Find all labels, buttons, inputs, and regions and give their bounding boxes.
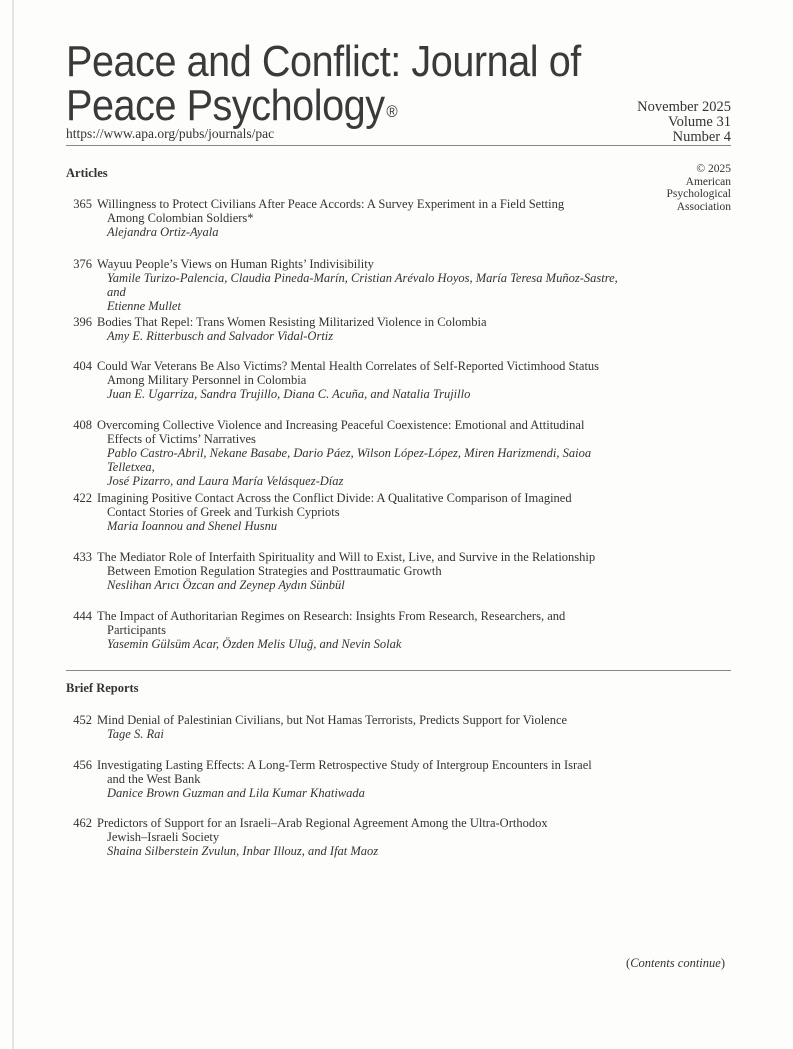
entry-title-line: Predictors of Support for an Israeli–Arab Regional Agreement Among the Ultra-Orthodox [97, 816, 548, 830]
entry-page-number: 433 [73, 550, 92, 564]
entry-page-number: 376 [73, 257, 92, 271]
entry-title-line: Wayuu People’s Views on Human Rights’ Indivisibility [97, 257, 374, 271]
entry-title [97, 609, 636, 637]
entry-body [97, 758, 636, 800]
entry-page-number: 408 [73, 418, 92, 432]
entry-title-line: Participants [107, 623, 167, 637]
entry-authors: José Pizarro, and Laura María Velásquez-Díaz [107, 474, 344, 488]
entry-title-line: Between Emotion Regulation Strategies and Posttraumatic Growth [107, 564, 442, 578]
entry-authors: Yasemin Gülsüm Acar, Özden Melis Uluğ, and Nevin Solak [107, 637, 402, 651]
entry-authors: Danice Brown Guzman and Lila Kumar Khatiwada [107, 786, 365, 800]
entry-authors: Maria Ioannou and Shenel Husnu [107, 519, 278, 533]
entry-page-number: 365 [73, 197, 92, 211]
toc-entry[interactable] [66, 491, 636, 533]
issue-date: November 2025 [637, 99, 731, 115]
toc-entry[interactable] [66, 713, 636, 741]
entry-body [97, 359, 636, 401]
entry-body [97, 491, 636, 533]
entry-title [97, 418, 636, 446]
toc-entry[interactable] [66, 816, 636, 858]
articles-heading: Articles [66, 166, 108, 180]
continue-close-paren: ) [720, 956, 725, 970]
entry-title-line: Mind Denial of Palestinian Civilians, but Not Hamas Terrorists, Predicts Support for Violence [97, 713, 568, 727]
entry-page-number: 404 [73, 359, 92, 373]
journal-title [66, 37, 581, 130]
journal-title-line-1: Peace and Conflict: Journal of [66, 37, 581, 86]
entry-body [97, 418, 636, 488]
copyright-notice [621, 163, 731, 213]
entry-title-line: Contact Stories of Greek and Turkish Cypriots [107, 505, 340, 519]
entry-page-number: 456 [73, 758, 92, 772]
entry-title-line: Willingness to Protect Civilians After Peace Accords: A Survey Experiment in a Field Setting [97, 197, 565, 211]
entry-title [97, 491, 636, 519]
entry-title-line: Among Colombian Soldiers* [107, 211, 254, 225]
brief-reports-heading: Brief Reports [66, 681, 139, 695]
toc-entry[interactable] [66, 550, 636, 592]
entry-title [97, 315, 636, 329]
registered-mark: ® [386, 102, 398, 121]
entry-title [97, 758, 636, 786]
copyright-year: © 2025 [696, 163, 731, 175]
entry-title [97, 359, 636, 387]
entry-authors: Amy E. Ritterbusch and Salvador Vidal-Ortiz [107, 329, 334, 343]
toc-entry[interactable] [66, 609, 636, 651]
entry-authors: Etienne Mullet [107, 299, 181, 313]
journal-url[interactable]: https://www.apa.org/pubs/journals/pac [66, 126, 275, 141]
entry-body [97, 197, 636, 239]
entry-title-line: Investigating Lasting Effects: A Long-Term Retrospective Study of Intergroup Encounters in Israel [97, 758, 592, 772]
toc-entry[interactable] [66, 418, 636, 488]
entry-body [97, 315, 636, 343]
entry-page-number: 396 [73, 315, 92, 329]
entry-title-line: The Mediator Role of Interfaith Spirituality and Will to Exist, Live, and Survive in the Relationship [97, 550, 596, 564]
toc-entry[interactable] [66, 315, 636, 343]
entry-title-line: Jewish–Israeli Society [107, 830, 220, 844]
entry-title-line: Could War Veterans Be Also Victims? Mental Health Correlates of Self-Reported Victimhood Status [97, 359, 600, 373]
entry-authors: Tage S. Rai [107, 727, 164, 741]
entry-page-number: 444 [73, 609, 92, 623]
continue-text: Contents continue [630, 956, 721, 970]
page-binding-edge [12, 0, 14, 1049]
entry-title-line: Imagining Positive Contact Across the Conflict Divide: A Qualitative Comparison of Imagined [97, 491, 572, 505]
header-rule [66, 145, 731, 146]
toc-entry[interactable] [66, 359, 636, 401]
entry-page-number: 462 [73, 816, 92, 830]
toc-entry[interactable] [66, 257, 636, 313]
section-divider [66, 670, 731, 671]
toc-entry[interactable] [66, 197, 636, 239]
entry-body [97, 609, 636, 651]
entry-authors: Shaina Silberstein Zvulun, Inbar Illouz, and Ifat Maoz [107, 844, 379, 858]
entry-title [97, 550, 636, 578]
entry-page-number: 452 [73, 713, 92, 727]
entry-body [97, 713, 636, 741]
copyright-line-3: Association [676, 200, 731, 213]
entry-title-line: Bodies That Repel: Trans Women Resisting Militarized Violence in Colombia [97, 315, 487, 329]
entry-authors: Alejandra Ortiz-Ayala [107, 225, 219, 239]
copyright-line-2: Psychological [666, 188, 731, 200]
journal-title-line-2 [66, 81, 581, 130]
issue-volume: Volume 31 [668, 114, 731, 130]
entry-authors: Yamile Turizo-Palencia, Claudia Pineda-Marín, Cristian Arévalo Hoyos, María Teresa Muñoz-Sastre, and [107, 271, 618, 299]
issue-number: Number 4 [672, 129, 731, 145]
contents-continue-note [626, 956, 725, 971]
entry-title [97, 713, 636, 727]
entry-title [97, 197, 636, 225]
entry-authors: Neslihan Arıcı Özcan and Zeynep Aydın Sünbül [107, 578, 345, 592]
entry-title-line: Effects of Victims’ Narratives [107, 432, 256, 446]
journal-title-line-2-text: Peace Psychology [66, 81, 385, 130]
entry-title-line: Among Military Personnel in Colombia [107, 373, 307, 387]
entry-title-line: and the West Bank [107, 772, 201, 786]
entry-title-line: The Impact of Authoritarian Regimes on Research: Insights From Research, Researchers, and [97, 609, 566, 623]
entry-title-line: Overcoming Collective Violence and Increasing Peaceful Coexistence: Emotional and Attitudinal [97, 418, 585, 432]
toc-entry[interactable] [66, 758, 636, 800]
entry-authors: Juan E. Ugarriza, Sandra Trujillo, Diana C. Acuña, and Natalia Trujillo [107, 387, 471, 401]
issue-info [637, 100, 731, 145]
entry-title [97, 816, 636, 844]
entry-body [97, 550, 636, 592]
entry-body [97, 816, 636, 858]
entry-authors: Pablo Castro-Abril, Nekane Basabe, Dario Páez, Wilson López-López, Miren Harizmendi, Saioa Telletxea, [107, 446, 592, 474]
copyright-line-1: American [685, 175, 731, 188]
continue-open-paren: ( [626, 956, 631, 970]
entry-body [97, 257, 636, 313]
entry-page-number: 422 [73, 491, 92, 505]
entry-title [97, 257, 636, 271]
